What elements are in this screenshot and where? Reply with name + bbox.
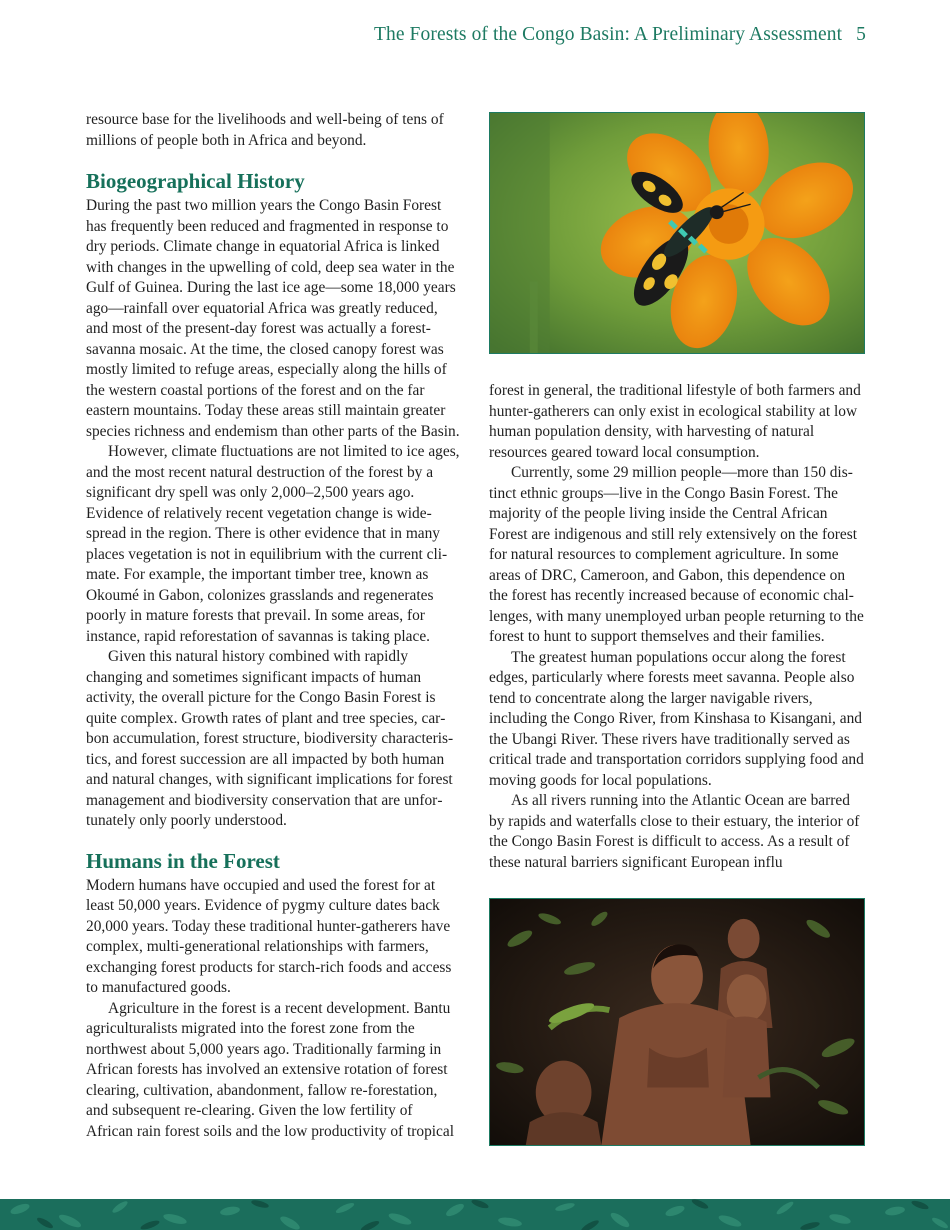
- right-column: [489, 381, 867, 873]
- humans-in-the-forest-heading: Humans in the Forest: [86, 848, 280, 873]
- biogeo-paragraph-1: During the past two million years the Congo Basin Forest has frequently been reduced and fragmented in response to dry periods. Climate change in equatorial Africa is linked with changes in the upwelling of cold, deep sea water in the Gulf of Guinea. During the last ice age—some 18,000 years ago—rainfall over equatorial Africa was greatly reduced, and most of the present-day forest was actually a forest-savanna mosaic. At the time, the closed canopy forest was mostly limited to refuge areas, especially along the hills of the western coastal portions of the forest and on the far eastern mountains. Today these areas still maintain greater species richness and endemism than other parts of the Basin.: [86, 197, 460, 440]
- biogeo-paragraph-2: However, climate fluctuations are not limited to ice ages, and the most recent natural destruction of the forest by a significant dry spell was only 2,000–2,500 years ago. Evidence of relatively recent vegetation change is widespread in the region. There is other evidence that in many places vegetation is not in equilibrium with the current climate. For example, the important timber tree, known as Okoumé in Gabon, colonizes grasslands and regenerates poorly in mature forests that prevail. In some areas, for instance, rapid reforestation of savannas is taking place.: [86, 443, 460, 645]
- page-number: 5: [856, 24, 866, 45]
- footer-foliage-band: [0, 1199, 950, 1230]
- forest-people-photo: [489, 898, 865, 1146]
- right-paragraph-4: As all rivers running into the Atlantic Ocean are barred by rapids and waterfalls close to their estuary, the interior of the Congo Basin Forest is difficult to access. As a result of these natural barriers significant European influ: [489, 792, 860, 871]
- right-paragraph-1: forest in general, the traditional lifestyle of both farmers and hunter-gatherers can only exist in ecological stability at low human population density, with harvesting of natural resources geared toward local consumption.: [489, 382, 861, 461]
- humans-paragraph-2: Agriculture in the forest is a recent development. Bantu agriculturalists migrated into the forest zone from the northwest about 5,000 years ago. Traditionally farming in African forests has involved an extensive rotation of forest clearing, cultivation, abandonment, fallow re-forestation, and subsequent re-clearing. Given the low fertility of African rain forest soils and the low productivity of tropical: [86, 999, 454, 1140]
- left-column: [86, 110, 461, 1142]
- moth-on-flower-photo: [489, 112, 865, 354]
- right-paragraph-2: Currently, some 29 million people—more than 150 distinct ethnic groups—live in the Congo Basin Forest. The majority of the people living inside the Central African Forest are indigenous and still rely extensively on the forest for natural resources to complement agriculture. In some areas of DRC, Cameroon, and Gabon, this dependence on the forest has recently increased because of economic challenges, with many unemployed urban people returning to the forest to hunt to support themselves and their families.: [489, 464, 864, 645]
- biogeo-paragraph-3: Given this natural history combined with rapidly changing and sometimes significant impacts of human activity, the overall picture for the Congo Basin Forest is quite complex. Growth rates of plant and tree species, carbon accumulation, forest structure, biodiversity characteristics, and forest succession are all impacted by both human and natural changes, with significant implications for forest management and biodiversity conservation that are unfortunately only poorly understood.: [86, 648, 454, 829]
- biogeographical-history-heading: Biogeographical History: [86, 169, 305, 193]
- running-header: [374, 24, 866, 46]
- running-title: The Forests of the Congo Basin: A Preliminary Assessment: [373, 24, 843, 45]
- intro-paragraph: resource base for the livelihoods and well-being of tens of millions of people both in Africa and beyond.: [86, 111, 444, 149]
- right-paragraph-3: The greatest human populations occur along the forest edges, particularly where forests meet savanna. People also tend to concentrate along the larger navigable rivers, including the Congo River, from Kinshasa to Kisangani, and the Ubangi River. These rivers have traditionally served as critical trade and transportation corridors supplying food and moving goods for local populations.: [489, 648, 864, 789]
- humans-paragraph-1: Modern humans have occupied and used the forest for at least 50,000 years. Evidence of pygmy culture dates back 20,000 years. Today these traditional hunter-gatherers have complex, multi-generational relationships with farmers, exchanging forest products for starch-rich foods and access to manufactured goods.: [86, 876, 452, 996]
